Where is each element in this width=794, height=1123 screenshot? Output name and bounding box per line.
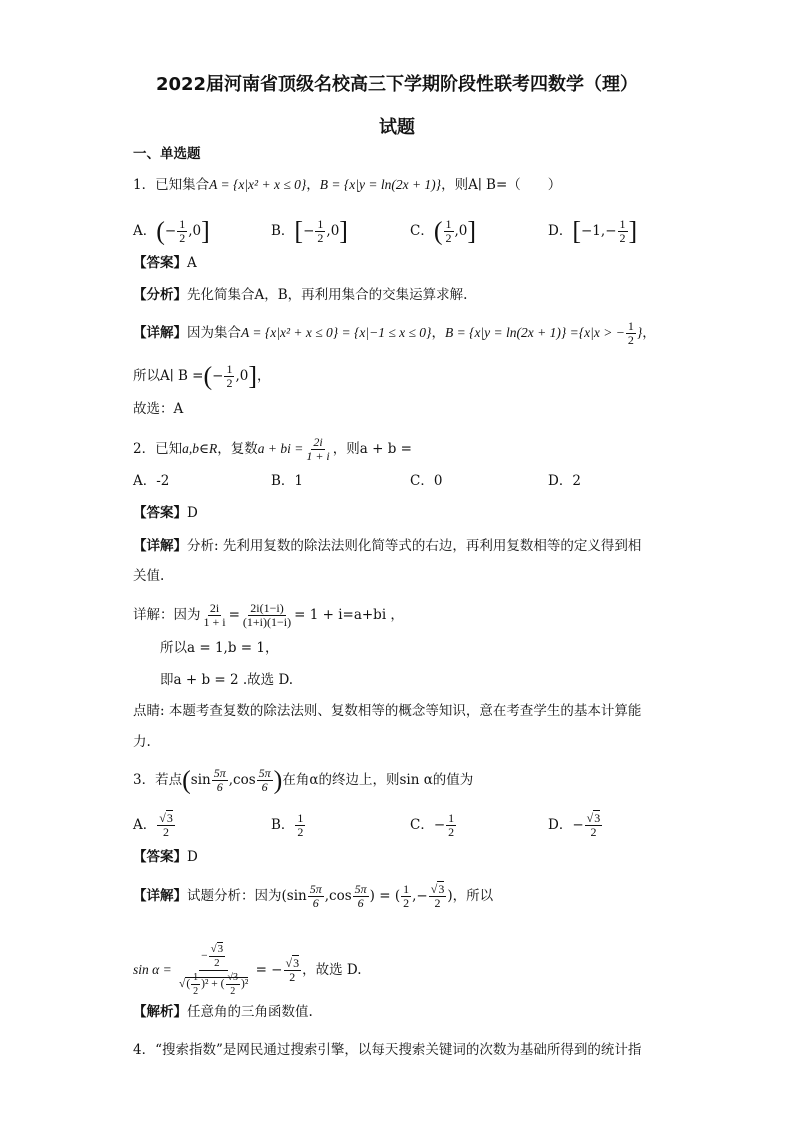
q2-then: 即a + b = 2 .故选 D.	[160, 672, 294, 688]
q2-option-b: B．1	[271, 473, 304, 489]
q1-option-b: B．[− $\frac{1}{2}$ ,0]	[271, 216, 348, 246]
q2-calc: 详解：因为 $\frac{2i}{1 + i}$ = $\frac{2i(1-i)}{(1+i)(1-i)}$ = 1 + i=a+bi ，	[133, 601, 404, 629]
q2-option-c: C．0	[410, 473, 443, 489]
q1-option-d: D．[−1,− $\frac{1}{2}$ ]	[548, 216, 638, 246]
q1-analysis: 【分析】先化简集合A，B，再利用集合的交集运算求解.	[133, 287, 468, 303]
q2-so: 所以a = 1,b = 1，	[160, 640, 279, 656]
q3-option-a: A． $\frac{√3}{2}$	[133, 811, 173, 839]
q1-choose: 故选：A	[133, 401, 184, 417]
q2-answer: 【答案】D	[133, 505, 198, 521]
q2-option-d: D．2	[548, 473, 581, 489]
q3-sin-calc: sin α = − $\frac{√3}{2}$ √( $\frac{1}{2}$ )² + ( $\frac{√3}{2}$ )² = − $\frac{√3}{2}$ ，故选 D.	[133, 943, 362, 997]
q1-stem: 1．已知集合A = {x|x² + x ≤ 0}，B = {x|y = ln(2x + 1)}，则A∣ B=（ ）	[133, 177, 562, 193]
q1-result: 所以A∣ B =(− $\frac{1}{2}$ ,0]，	[133, 361, 271, 391]
q1-option-a: A．(− $\frac{1}{2}$ ,0]	[133, 216, 210, 246]
q3-option-b: B． $\frac{1}{2}$	[271, 811, 304, 839]
q1-detail: 【详解】因为集合A = {x|x² + x ≤ 0} = {x|−1 ≤ x ≤ 0}，B = {x|y = ln(2x + 1)} ={x|x > − $\frac{1}{2}$ }，	[133, 319, 656, 347]
q1-option-c: C．( $\frac{1}{2}$ ,0]	[410, 216, 477, 246]
doc-title: 2022届河南省顶级名校高三下学期阶段性联考四数学（理）	[155, 74, 639, 95]
q4-stem: 4．“搜索指数”是网民通过搜索引擎，以每天搜索关键词的次数为基础所得到的统计指	[133, 1042, 642, 1058]
q2-detail-1: 【详解】分析: 先利用复数的除法法则化简等式的右边，再利用复数相等的定义得到相	[133, 538, 642, 554]
q2-detail-2: 关值.	[133, 568, 165, 584]
q2-stem: 2．已知a,b∈R，复数a + bi = $\frac{2i}{1 + i}$ ，则a + b =	[133, 435, 412, 463]
q2-option-a: A．-2	[133, 473, 170, 489]
q2-note-2: 力.	[133, 734, 151, 750]
q3-detail: 【详解】试题分析：因为(sin $\frac{5\pi}{6}$ ,cos $\frac{5\pi}{6}$ ) = ( $\frac{1}{2}$ ,− $\frac{√3}{2}$ )，所以	[133, 882, 494, 910]
doc-title-line2: 试题	[379, 117, 415, 138]
q3-option-c: C．− $\frac{1}{2}$	[410, 811, 455, 839]
q3-option-d: D．− $\frac{√3}{2}$	[548, 811, 601, 839]
q2-note-1: 点睛: 本题考查复数的除法法则、复数相等的概念等知识，意在考查学生的基本计算能	[133, 703, 642, 719]
q3-answer: 【答案】D	[133, 849, 198, 865]
q3-jiexi: 【解析】任意角的三角函数值.	[133, 1004, 313, 1020]
section-heading: 一、单选题	[133, 146, 201, 162]
q1-answer: 【答案】A	[133, 255, 197, 271]
q3-stem: 3．若点(sin $\frac{5\pi}{6}$ ,cos $\frac{5\pi}{6}$ )在角α的终边上，则sin α的值为	[133, 765, 474, 795]
